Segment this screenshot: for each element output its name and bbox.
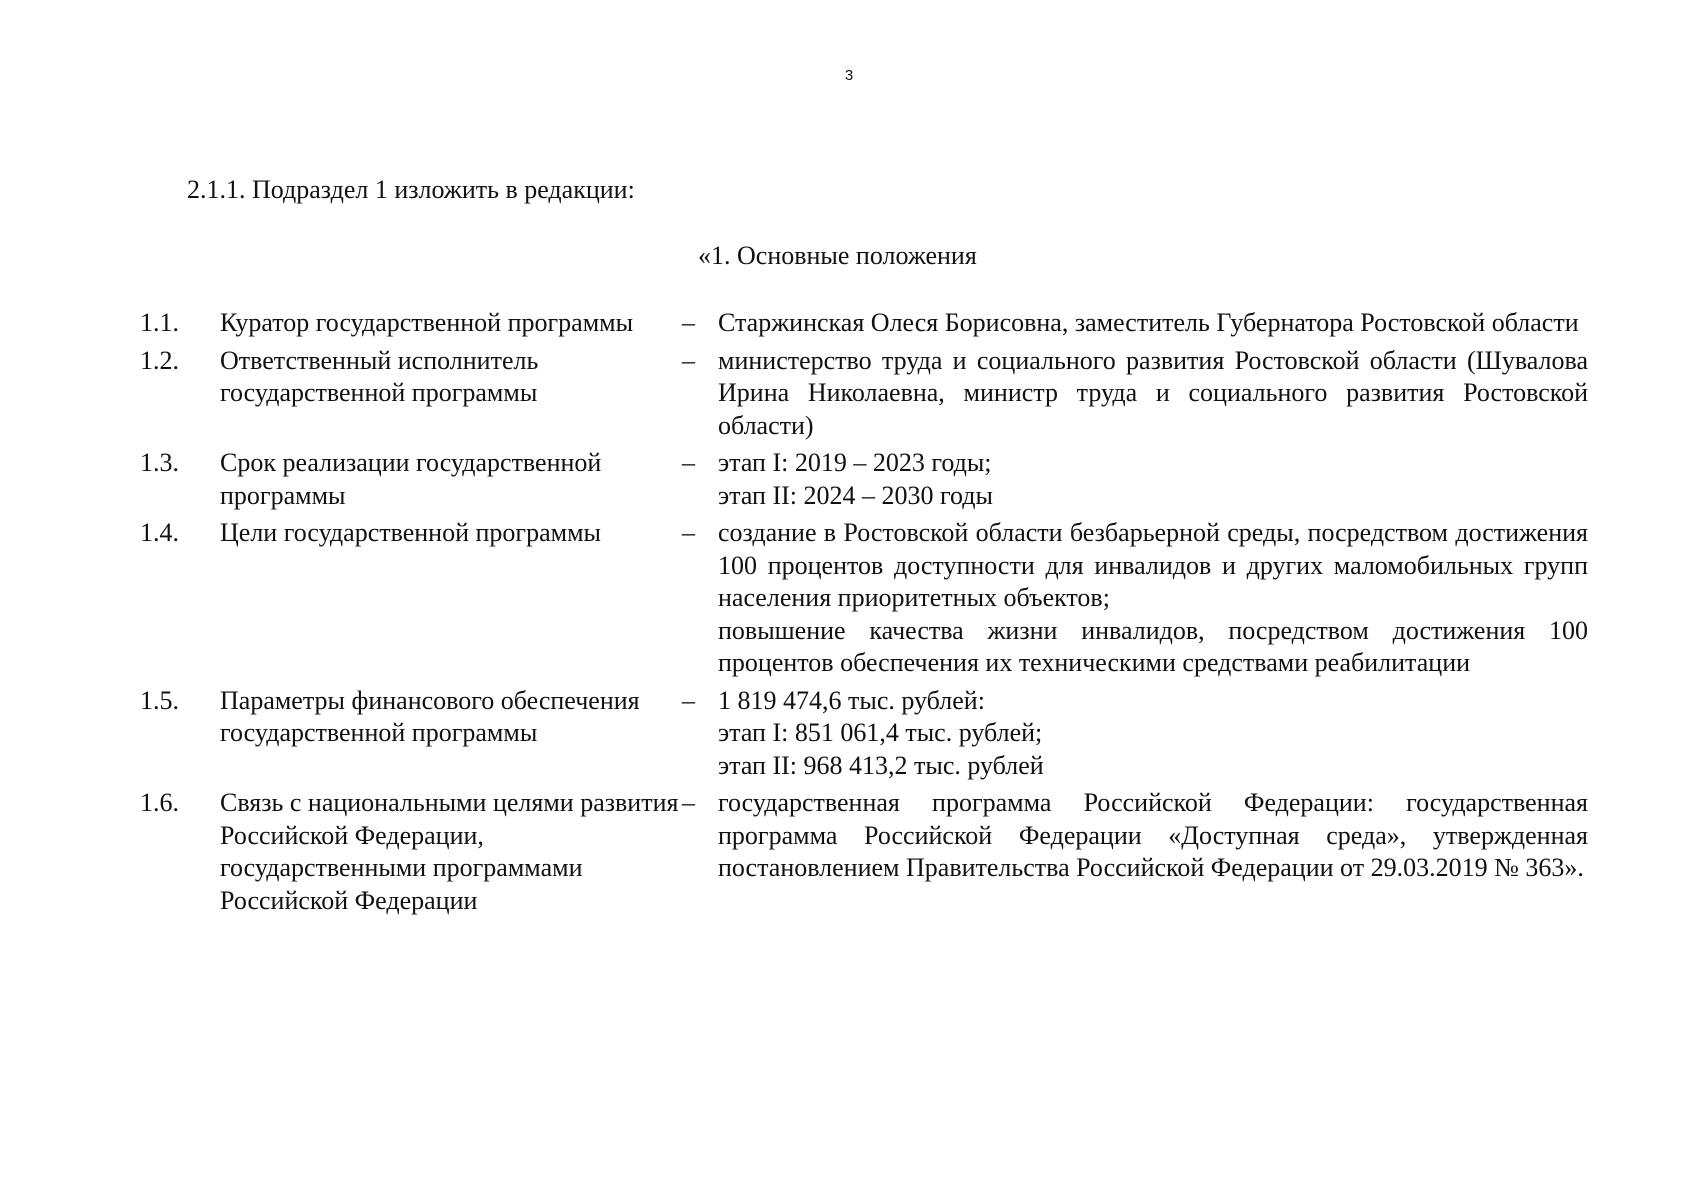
table-row: [140, 517, 1588, 680]
row-dash: –: [682, 788, 695, 817]
row-value: [718, 345, 1588, 443]
row-number: 1.6.: [140, 788, 179, 817]
table-row: [140, 447, 1588, 512]
table-row: [140, 787, 1588, 917]
value-line: этап II: 968 413,2 тыс. рублей: [718, 750, 1044, 780]
row-number: 1.1.: [140, 308, 179, 337]
row-label: Связь с национальными целями развития Российской Федерации, государственными программами Российской Федерации: [220, 788, 679, 915]
value-line: этап I: 851 061,4 тыс. рублей;: [718, 718, 1043, 747]
page-number: 3: [844, 67, 854, 84]
value-paragraph: повышение качества жизни инвалидов, посредством достижения 100 процентов обеспечения их техническими средствами реабилитации: [718, 615, 1588, 677]
row-value: [718, 447, 1588, 512]
value-line: 1 819 474,6 тыс. рублей:: [718, 685, 985, 715]
table-row: [140, 345, 1588, 443]
value-text: государственная программа Российской Федерации: государственная программа Российской Федерации «Доступная среда», утвержденная постановлением Правительства Российской Федерации от 29.03.2019 № 363».: [718, 788, 1588, 882]
section-title: «1. Основные положения: [698, 241, 977, 270]
row-dash: –: [682, 345, 695, 375]
row-number: 1.2.: [140, 345, 179, 375]
row-value: [718, 787, 1588, 885]
provisions-table: [140, 307, 1588, 922]
row-label: Куратор государственной программы: [220, 308, 634, 337]
row-dash: –: [682, 308, 695, 337]
value-line: этап II: 2024 – 2030 годы: [718, 480, 993, 510]
instruction-text: 2.1.1. Подраздел 1 изложить в редакции:: [187, 175, 635, 204]
row-value: [718, 307, 1588, 340]
row-dash: –: [682, 685, 695, 715]
row-dash: –: [682, 448, 695, 477]
value-text: министерство труда и социального развития Ростовской области (Шувалова Ирина Николаевна, министр труда и социального развития Ростовской области): [718, 345, 1588, 440]
table-row: [140, 685, 1588, 783]
value-text: Старжинская Олеся Борисовна, заместитель Губернатора Ростовской области: [718, 308, 1579, 337]
row-value: [718, 517, 1588, 680]
row-number: 1.5.: [140, 685, 179, 715]
row-number: 1.4.: [140, 518, 179, 547]
row-label: Цели государственной программы: [220, 518, 601, 547]
row-label: Срок реализации государственной программы: [220, 448, 602, 510]
row-dash: –: [682, 518, 695, 547]
table-row: [140, 307, 1588, 340]
row-label: Ответственный исполнитель государственной программы: [220, 345, 539, 407]
row-value: [718, 685, 1588, 783]
row-label: Параметры финансового обеспечения государственной программы: [220, 685, 640, 747]
value-paragraph: создание в Ростовской области безбарьерной среды, посредством достижения 100 процентов доступности для инвалидов и других маломобильных групп населения приоритетных объектов;: [718, 518, 1588, 612]
value-line: этап I: 2019 – 2023 годы;: [718, 448, 992, 477]
row-number: 1.3.: [140, 448, 179, 477]
